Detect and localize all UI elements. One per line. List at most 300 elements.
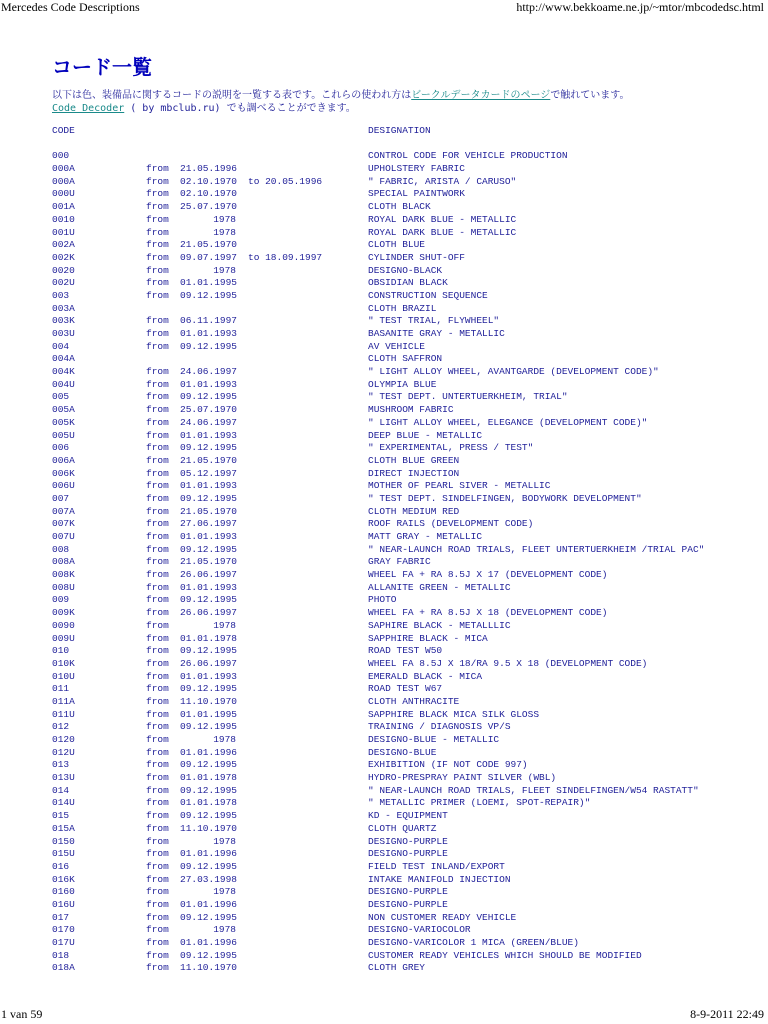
designation-cell: ROYAL DARK BLUE - METALLIC [368, 226, 517, 238]
designation-cell: FIELD TEST INLAND/EXPORT [368, 860, 505, 872]
code-cell: 001U [52, 226, 75, 238]
table-row [52, 353, 752, 366]
designation-cell: CLOTH GREY [368, 962, 426, 974]
from-cell: from [146, 822, 169, 834]
table-row [52, 252, 752, 265]
date-cell: 21.05.1970 [180, 556, 238, 568]
code-cell: 017 [52, 911, 70, 923]
date-cell: 21.05.1970 [180, 505, 238, 517]
print-header-url: http://www.bekkoame.ne.jp/~mtor/mbcodedsc.html [516, 0, 764, 14]
table-row [52, 797, 752, 810]
from-cell: from [146, 962, 169, 974]
designation-cell: CUSTOMER READY VEHICLES WHICH SHOULD BE MODIFIED [368, 949, 642, 961]
code-cell: 0020 [52, 264, 75, 276]
table-row [52, 912, 752, 925]
intro-paragraph [52, 89, 752, 115]
from-cell: from [146, 454, 169, 466]
code-cell: 008K [52, 569, 75, 581]
from-cell: from [146, 695, 169, 707]
from-cell: from [146, 784, 169, 796]
date-cell: 26.06.1997 [180, 657, 238, 669]
table-row [52, 696, 752, 709]
date-cell: 01.01.1996 [180, 937, 238, 948]
date-cell: 01.01.1993 [180, 670, 238, 682]
code-cell: 000A [52, 163, 75, 175]
table-body [52, 150, 752, 975]
from-cell: from [146, 759, 169, 771]
table-row [52, 582, 752, 595]
date-cell: 27.06.1997 [180, 518, 238, 530]
designation-cell: ROOF RAILS (DEVELOPMENT CODE) [368, 518, 534, 530]
from-cell: from [146, 391, 169, 403]
designation-cell: DEEP BLUE - METALLIC [368, 429, 483, 441]
designation-cell: DESIGNO-PURPLE [368, 848, 448, 860]
code-cell: 007U [52, 531, 75, 542]
designation-cell: MUSHROOM FABRIC [368, 404, 454, 416]
code-cell: 004U [52, 378, 75, 390]
from-cell: from [146, 645, 169, 657]
table-row [52, 290, 752, 303]
table-row [52, 328, 752, 341]
table-row [52, 810, 752, 823]
table-row [52, 709, 752, 722]
designation-cell: SPECIAL PAINTWORK [368, 188, 465, 200]
header-code: CODE [52, 125, 75, 136]
code-cell: 010K [52, 657, 75, 669]
from-cell: from [146, 569, 169, 581]
table-row [52, 671, 752, 684]
date-cell: 27.03.1998 [180, 873, 238, 885]
date-cell: 09.12.1995 [180, 340, 238, 352]
code-cell: 009K [52, 607, 75, 619]
table-row [52, 379, 752, 392]
table-row [52, 442, 752, 455]
designation-cell: CLOTH ANTHRACITE [368, 695, 460, 707]
code-cell: 0150 [52, 835, 75, 847]
date-cell: 11.10.1970 [180, 822, 238, 834]
from-cell: from [146, 632, 169, 644]
date-cell: 01.01.1996 [180, 898, 238, 910]
code-cell: 007A [52, 505, 75, 517]
date-cell: 01.01.1978 [180, 772, 238, 784]
from-cell: from [146, 810, 169, 822]
table-row [52, 594, 752, 607]
date-cell: 01.01.1993 [180, 378, 238, 390]
code-cell: 010U [52, 670, 75, 682]
code-cell: 007K [52, 518, 75, 530]
designation-cell: WHEEL FA 8.5J X 18/RA 9.5 X 18 (DEVELOPMENT CODE) [368, 657, 648, 669]
designation-cell: HYDRO-PRESPRAY PAINT SILVER (WBL) [368, 772, 557, 784]
table-row [52, 721, 752, 734]
from-cell: from [146, 239, 169, 251]
code-cell: 002A [52, 239, 75, 251]
table-row [52, 188, 752, 201]
designation-cell: DESIGNO-VARIOCOLOR [368, 924, 471, 936]
date-cell: 09.12.1995 [180, 645, 238, 657]
code-cell: 006 [52, 442, 70, 454]
table-row [52, 493, 752, 506]
from-cell: from [146, 340, 169, 352]
from-cell: from [146, 289, 169, 301]
date-cell: 02.10.1970 [180, 175, 238, 187]
table-row [52, 391, 752, 404]
code-cell: 017U [52, 937, 75, 948]
code-cell: 002U [52, 277, 75, 289]
designation-cell: GRAY FABRIC [368, 556, 431, 568]
from-cell: from [146, 797, 169, 809]
date-cell: 01.01.1996 [180, 746, 238, 758]
from-cell: from [146, 531, 169, 542]
print-datetime: 8-9-2011 22:49 [690, 1007, 764, 1021]
from-cell: from [146, 860, 169, 872]
designation-cell: " TEST TRIAL, FLYWHEEL" [368, 315, 500, 327]
to-cell: to 18.09.1997 [248, 251, 323, 263]
designation-cell: OBSIDIAN BLACK [368, 277, 448, 289]
code-cell: 0120 [52, 734, 75, 745]
code-cell: 006U [52, 480, 75, 492]
date-cell: 01.01.1993 [180, 480, 238, 492]
code-cell: 004 [52, 340, 70, 352]
designation-cell: CLOTH SAFFRON [368, 353, 443, 365]
designation-cell: CLOTH BLACK [368, 201, 431, 213]
designation-cell: EMERALD BLACK - MICA [368, 670, 483, 682]
print-footer [0, 1008, 768, 1024]
from-cell: from [146, 163, 169, 175]
designation-cell: TRAINING / DIAGNOSIS VP/S [368, 721, 511, 733]
date-cell: 1978 [213, 734, 236, 745]
table-row [52, 836, 752, 849]
from-cell: from [146, 848, 169, 860]
code-cell: 009 [52, 594, 70, 606]
from-cell: from [146, 657, 169, 669]
from-cell: from [146, 619, 169, 631]
table-row [52, 607, 752, 620]
designation-cell: SAPHIRE BLACK - METALLLIC [368, 619, 511, 631]
table-row [52, 734, 752, 747]
code-cell: 003 [52, 289, 70, 301]
table-row [52, 658, 752, 671]
date-cell: 1978 [213, 886, 236, 898]
code-cell: 012 [52, 721, 70, 733]
table-row [52, 265, 752, 278]
date-cell: 1978 [213, 835, 236, 847]
from-cell: from [146, 467, 169, 479]
from-cell: from [146, 721, 169, 733]
table-row [52, 886, 752, 899]
date-cell: 05.12.1997 [180, 467, 238, 479]
designation-cell: " NEAR-LAUNCH ROAD TRIALS, FLEET SINDELFINGEN/W54 RASTATT" [368, 784, 699, 796]
from-cell: from [146, 188, 169, 200]
date-cell: 1978 [213, 619, 236, 631]
date-cell: 1978 [213, 213, 236, 225]
table-row [52, 950, 752, 963]
code-cell: 007 [52, 492, 70, 504]
designation-cell: CLOTH MEDIUM RED [368, 505, 460, 517]
designation-cell: CLOTH BLUE [368, 239, 426, 251]
table-row [52, 861, 752, 874]
date-cell: 06.11.1997 [180, 315, 238, 327]
from-cell: from [146, 492, 169, 504]
from-cell: from [146, 277, 169, 289]
date-cell: 09.12.1995 [180, 860, 238, 872]
date-cell: 09.12.1995 [180, 289, 238, 301]
code-cell: 011A [52, 695, 75, 707]
from-cell: from [146, 404, 169, 416]
date-cell: 1978 [213, 226, 236, 238]
table-row [52, 150, 752, 163]
vehicle-data-card-link[interactable]: ビークルデータカードのページ [411, 90, 551, 101]
designation-cell: INTAKE MANIFOLD INJECTION [368, 873, 511, 885]
designation-cell: ROAD TEST W50 [368, 645, 443, 657]
code-cell: 014U [52, 797, 75, 809]
from-cell: from [146, 429, 169, 441]
date-cell: 09.12.1995 [180, 911, 238, 923]
from-cell: from [146, 416, 169, 428]
code-cell: 005U [52, 429, 75, 441]
table-row [52, 455, 752, 468]
table-row [52, 962, 752, 975]
designation-cell: WHEEL FA + RA 8.5J X 18 (DEVELOPMENT CODE) [368, 607, 608, 619]
table-row [52, 315, 752, 328]
date-cell: 21.05.1996 [180, 163, 238, 175]
date-cell: 01.01.1978 [180, 797, 238, 809]
code-cell: 008 [52, 543, 70, 555]
table-row [52, 176, 752, 189]
designation-cell: DESIGNO-PURPLE [368, 835, 448, 847]
designation-cell: " LIGHT ALLOY WHEEL, AVANTGARDE (DEVELOPMENT CODE)" [368, 366, 659, 378]
code-cell: 0160 [52, 886, 75, 898]
table-row [52, 518, 752, 531]
intro-text: 以下は色、装備品に関するコードの説明を一覧する表です。これらの使われ方は [52, 90, 412, 101]
code-cell: 010 [52, 645, 70, 657]
date-cell: 01.01.1993 [180, 429, 238, 441]
date-cell: 09.12.1995 [180, 543, 238, 555]
date-cell: 09.12.1995 [180, 949, 238, 961]
designation-cell: " EXPERIMENTAL, PRESS / TEST" [368, 442, 534, 454]
date-cell: 01.01.1995 [180, 708, 238, 720]
designation-cell: BASANITE GRAY - METALLIC [368, 328, 505, 339]
table-row [52, 404, 752, 417]
designation-cell: " TEST DEPT. SINDELFINGEN, BODYWORK DEVELOPMENT" [368, 492, 642, 504]
designation-cell: " TEST DEPT. UNTERTUERKHEIM, TRIAL" [368, 391, 568, 403]
code-cell: 016K [52, 873, 75, 885]
date-cell: 09.12.1995 [180, 810, 238, 822]
code-cell: 008A [52, 556, 75, 568]
code-cell: 018A [52, 962, 75, 974]
designation-cell: DESIGNO-PURPLE [368, 898, 448, 910]
table-row [52, 620, 752, 633]
date-cell: 01.01.1995 [180, 277, 238, 289]
code-cell: 013U [52, 772, 75, 784]
code-cell: 014 [52, 784, 70, 796]
table-row [52, 683, 752, 696]
code-cell: 003A [52, 302, 75, 314]
designation-cell: UPHOLSTERY FABRIC [368, 163, 465, 175]
date-cell: 01.01.1978 [180, 632, 238, 644]
table-row [52, 544, 752, 557]
from-cell: from [146, 581, 169, 593]
date-cell: 09.12.1995 [180, 492, 238, 504]
designation-cell: AV VEHICLE [368, 340, 426, 352]
designation-cell: KD - EQUIPMENT [368, 810, 448, 822]
table-row [52, 531, 752, 544]
code-cell: 012U [52, 746, 75, 758]
code-cell: 016 [52, 860, 70, 872]
date-cell: 21.05.1970 [180, 454, 238, 466]
designation-cell: CLOTH BLUE GREEN [368, 454, 460, 466]
date-cell: 02.10.1970 [180, 188, 238, 200]
code-cell: 016U [52, 898, 75, 910]
page-title: コード一覧 [52, 55, 152, 79]
designation-cell: ROYAL DARK BLUE - METALLIC [368, 213, 517, 225]
from-cell: from [146, 898, 169, 910]
date-cell: 24.06.1997 [180, 366, 238, 378]
designation-cell: DESIGNO-VARICOLOR 1 MICA (GREEN/BLUE) [368, 937, 579, 948]
table-row [52, 823, 752, 836]
table-row [52, 506, 752, 519]
table-row [52, 239, 752, 252]
date-cell: 09.12.1995 [180, 759, 238, 771]
code-cell: 002K [52, 251, 75, 263]
from-cell: from [146, 708, 169, 720]
from-cell: from [146, 518, 169, 530]
from-cell: from [146, 949, 169, 961]
date-cell: 01.01.1993 [180, 581, 238, 593]
date-cell: 09.12.1995 [180, 442, 238, 454]
table-row [52, 277, 752, 290]
date-cell: 09.12.1995 [180, 721, 238, 733]
table-row [52, 924, 752, 937]
designation-cell: DESIGNO-BLACK [368, 264, 443, 276]
code-cell: 005K [52, 416, 75, 428]
date-cell: 09.12.1995 [180, 683, 238, 695]
designation-cell: " METALLIC PRIMER (LOEMI, SPOT-REPAIR)" [368, 797, 591, 809]
date-cell: 09.12.1995 [180, 594, 238, 606]
table-row [52, 480, 752, 493]
designation-cell: " LIGHT ALLOY WHEEL, ELEGANCE (DEVELOPMENT CODE)" [368, 416, 648, 428]
designation-cell: PHOTO [368, 594, 397, 606]
print-header-title: Mercedes Code Descriptions [1, 0, 140, 14]
designation-cell: SAPPHIRE BLACK - MICA [368, 632, 488, 644]
date-cell: 1978 [213, 264, 236, 276]
from-cell: from [146, 607, 169, 619]
code-cell: 015A [52, 822, 75, 834]
intro-line-1 [52, 89, 752, 102]
date-cell: 01.01.1996 [180, 848, 238, 860]
from-cell: from [146, 734, 169, 745]
from-cell: from [146, 543, 169, 555]
date-cell: 01.01.1993 [180, 531, 238, 542]
designation-cell: DESIGNO-BLUE [368, 746, 437, 758]
page-counter: 1 van 59 [1, 1007, 43, 1021]
from-cell: from [146, 378, 169, 390]
intro-line-2-text: ( by mbclub.ru) でも調べることができます。 [124, 103, 356, 114]
date-cell: 01.01.1993 [180, 328, 238, 339]
designation-cell: MATT GRAY - METALLIC [368, 531, 483, 542]
table-row [52, 645, 752, 658]
from-cell: from [146, 670, 169, 682]
from-cell: from [146, 201, 169, 213]
code-cell: 001A [52, 201, 75, 213]
code-cell: 0010 [52, 213, 75, 225]
table-row [52, 366, 752, 379]
date-cell: 11.10.1970 [180, 695, 238, 707]
designation-cell: CONTROL CODE FOR VEHICLE PRODUCTION [368, 150, 568, 162]
code-cell: 0170 [52, 924, 75, 936]
code-cell: 011U [52, 708, 75, 720]
designation-cell: CLOTH BRAZIL [368, 302, 437, 314]
from-cell: from [146, 886, 169, 898]
code-cell: 011 [52, 683, 70, 695]
table-row [52, 759, 752, 772]
designation-cell: SAPPHIRE BLACK MICA SILK GLOSS [368, 708, 540, 720]
date-cell: 09.12.1995 [180, 391, 238, 403]
header-designation: DESIGNATION [368, 125, 431, 136]
code-cell: 000A [52, 175, 75, 187]
designation-cell: ALLANITE GREEN - METALLIC [368, 581, 511, 593]
table-row [52, 417, 752, 430]
table-row [52, 227, 752, 240]
table-row [52, 163, 752, 176]
from-cell: from [146, 251, 169, 263]
designation-cell: CLOTH QUARTZ [368, 822, 437, 834]
table-row [52, 468, 752, 481]
from-cell: from [146, 746, 169, 758]
code-cell: 003K [52, 315, 75, 327]
print-header [0, 0, 768, 16]
code-cell: 009U [52, 632, 75, 644]
code-cell: 006A [52, 454, 75, 466]
designation-cell: MOTHER OF PEARL SIVER - METALLIC [368, 480, 551, 492]
table-row [52, 747, 752, 760]
from-cell: from [146, 937, 169, 948]
from-cell: from [146, 175, 169, 187]
designation-cell: OLYMPIA BLUE [368, 378, 437, 390]
table-row [52, 937, 752, 950]
to-cell: to 20.05.1996 [248, 175, 323, 187]
table-spacer [52, 138, 752, 151]
designation-cell: " FABRIC, ARISTA / CARUSO" [368, 175, 517, 187]
table-row [52, 874, 752, 887]
date-cell: 24.06.1997 [180, 416, 238, 428]
code-cell: 013 [52, 759, 70, 771]
table-row [52, 303, 752, 316]
table-row [52, 341, 752, 354]
code-cell: 005 [52, 391, 70, 403]
table-row [52, 201, 752, 214]
code-cell: 0090 [52, 619, 75, 631]
table-row [52, 772, 752, 785]
table-row [52, 899, 752, 912]
designation-cell: DIRECT INJECTION [368, 467, 460, 479]
intro-line-2 [52, 102, 752, 115]
table-header-row [52, 125, 752, 138]
table-row [52, 569, 752, 582]
intro-tail: で触れています。 [550, 90, 630, 101]
code-decoder-link[interactable]: Code Decoder [52, 103, 125, 114]
table-row [52, 633, 752, 646]
date-cell: 26.06.1997 [180, 607, 238, 619]
designation-cell: " NEAR-LAUNCH ROAD TRIALS, FLEET UNTERTUERKHEIM /TRIAL PAC" [368, 543, 705, 555]
table-row [52, 556, 752, 569]
from-cell: from [146, 480, 169, 492]
from-cell: from [146, 442, 169, 454]
from-cell: from [146, 873, 169, 885]
from-cell: from [146, 556, 169, 568]
code-cell: 015U [52, 848, 75, 860]
table-row [52, 785, 752, 798]
code-table [52, 125, 752, 975]
